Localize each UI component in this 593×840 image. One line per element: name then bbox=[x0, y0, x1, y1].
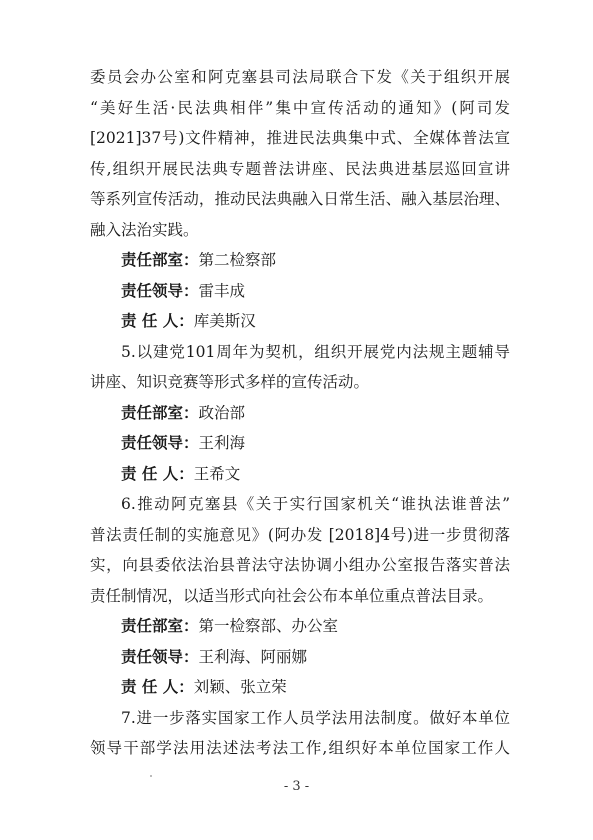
responsibility-row bbox=[90, 306, 510, 337]
paragraph-line: 传,组织开展民法典专题普法讲座、民法典进基层巡回宣讲 bbox=[90, 159, 510, 178]
page-number: - 3 - bbox=[283, 779, 310, 794]
responsibility-value: 第二检察部 bbox=[198, 251, 277, 269]
responsibility-value: 库美斯汉 bbox=[193, 312, 256, 330]
responsibility-row bbox=[90, 459, 510, 490]
responsibility-value: 雷丰成 bbox=[198, 281, 246, 300]
paragraph-line: 责任制情况，以适当形式向社会公布本单位重点普法目录。 bbox=[90, 586, 494, 605]
responsibility-row bbox=[90, 428, 510, 459]
document-body bbox=[90, 62, 510, 764]
paragraph-line: 7.进一步落实国家工作人员学法用法制度。做好本单位 bbox=[121, 708, 510, 727]
responsibility-value: 王利海、阿丽娜 bbox=[198, 647, 308, 666]
responsibility-label: 责 任 人： bbox=[121, 678, 194, 696]
responsibility-value: 刘颖、张立荣 bbox=[193, 678, 287, 696]
responsibility-label: 责任部室： bbox=[121, 403, 199, 422]
paragraph-line: [2021]37号)文件精神，推进民法典集中式、全媒体普法宣 bbox=[90, 129, 510, 147]
responsibility-label: 责任部室： bbox=[121, 251, 199, 269]
responsibility-label: 责任部室： bbox=[121, 617, 199, 635]
responsibility-value: 王希文 bbox=[193, 464, 241, 483]
paragraph-line: 等系列宣传活动，推动民法典融入日常生活、融入基层治理、 bbox=[90, 190, 510, 208]
paragraph-line: 普法责任制的实施意见》(阿办发 [2018]4号)进一步贯彻落 bbox=[90, 525, 510, 544]
paragraph-line: 6.推动阿克塞县《关于实行国家机关“谁执法谁普法” bbox=[121, 495, 510, 513]
paragraph-line: 实，向县委依法治县普法守法协调小组办公室报告落实普法 bbox=[90, 556, 510, 574]
responsibility-row bbox=[90, 245, 510, 276]
responsibility-label: 责 任 人： bbox=[121, 464, 194, 483]
responsibility-row bbox=[90, 611, 510, 642]
paragraph-line: 5.以建党101周年为契机，组织开展党内法规主题辅导 bbox=[121, 342, 510, 361]
paragraph-line: 委员会办公室和阿克塞县司法局联合下发《关于组织开展 bbox=[90, 68, 510, 86]
responsibility-row bbox=[90, 398, 510, 429]
paragraph-line: 讲座、知识竞赛等形式多样的宣传活动。 bbox=[90, 373, 370, 391]
responsibility-label: 责任领导： bbox=[121, 434, 199, 452]
responsibility-label: 责任领导： bbox=[121, 281, 199, 300]
paragraph-line: 领导干部学法用法述法考法工作,组织好本单位国家工作人 bbox=[90, 739, 510, 757]
responsibility-row bbox=[90, 276, 510, 307]
paragraph-line: “美好生活·民法典相伴”集中宣传活动的通知》(阿司发 bbox=[90, 98, 510, 117]
responsibility-value: 政治部 bbox=[198, 403, 246, 422]
scan-speck bbox=[150, 775, 152, 777]
responsibility-label: 责任领导： bbox=[121, 647, 199, 666]
responsibility-row bbox=[90, 672, 510, 703]
responsibility-value: 王利海 bbox=[198, 434, 246, 452]
responsibility-label: 责 任 人： bbox=[121, 312, 194, 330]
responsibility-row bbox=[90, 642, 510, 673]
paragraph-line: 融入法治实践。 bbox=[90, 220, 199, 239]
responsibility-value: 第一检察部、办公室 bbox=[198, 617, 339, 635]
